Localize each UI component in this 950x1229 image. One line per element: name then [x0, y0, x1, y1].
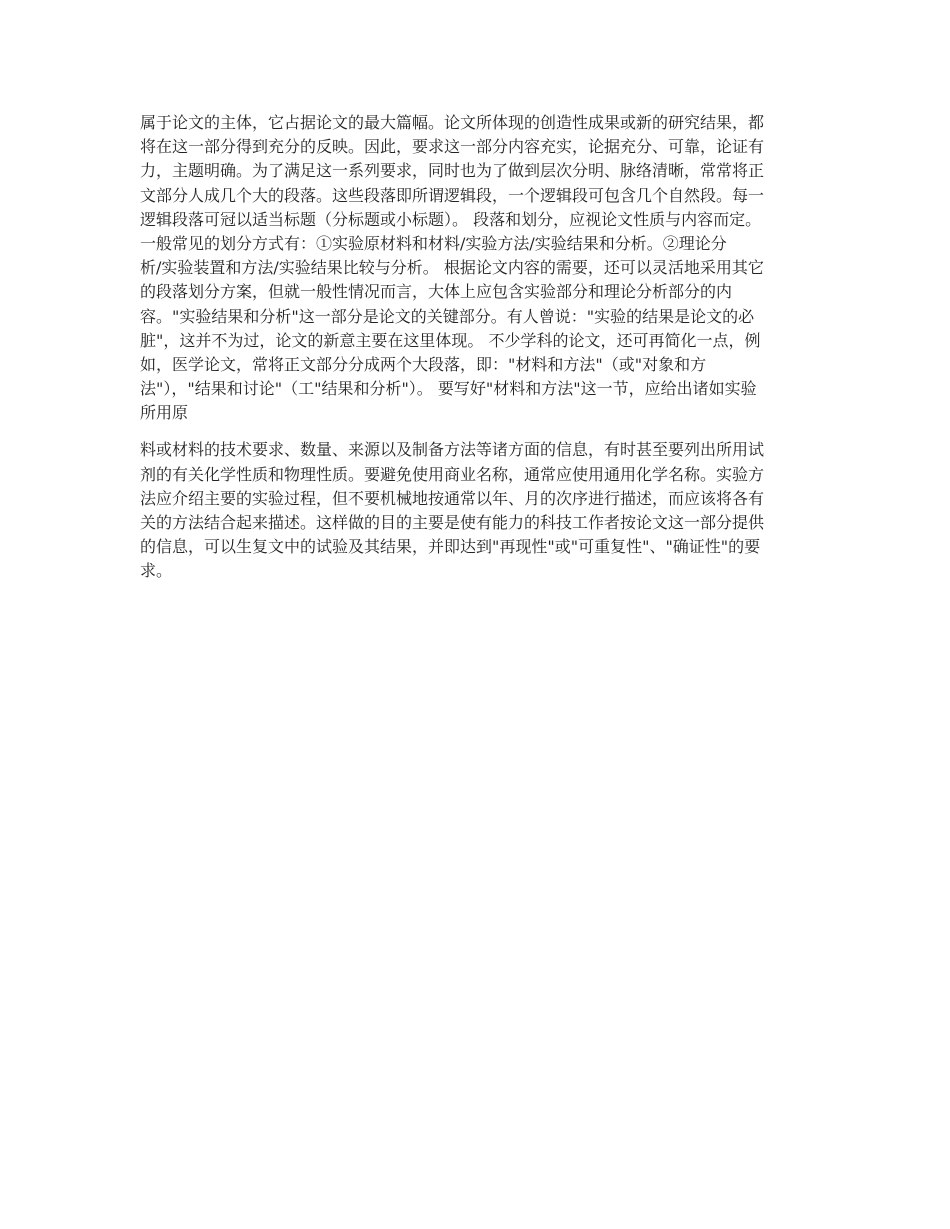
text-line: 一般常见的划分方式有：①实验原材料和材料/实验方法/实验结果和分析。②理论分: [140, 233, 727, 253]
text-line: 的段落划分方案，但就一般性情况而言，大体上应包含实验部分和理论分析部分的内: [140, 282, 733, 302]
text-line: 所用原: [140, 403, 189, 423]
text-line: 法应介绍主要的实验过程，但不要机械地按通常以年、月的次序进行描述，而应该将各有: [140, 488, 765, 508]
text-line: 析/实验装置和方法/实验结果比较与分析。 根据论文内容的需要，还可以灵活地采用其它: [140, 258, 764, 278]
text-line: 的信息，可以生复文中的试验及其结果，并即达到"再现性"或"可重复性"、"确证性"的要: [140, 537, 761, 557]
text-line: 容。"实验结果和分析"这一部分是论文的关键部分。有人曾说："实验的结果是论文的必: [140, 306, 755, 326]
text-line: 文部分人成几个大的段落。这些段落即所谓逻辑段，一个逻辑段可包含几个自然段。每一: [140, 185, 765, 205]
paragraph-1: [140, 111, 810, 425]
text-line: 求。: [140, 561, 173, 581]
text-line: 将在这一部分得到充分的反映。因此，要求这一部分内容充实，论据充分、可靠，论证有: [140, 137, 765, 157]
text-line: 逻辑段落可冠以适当标题（分标题或小标题）。 段落和划分，应视论文性质与内容而定。: [140, 209, 762, 229]
text-line: 料或材料的技术要求、数量、来源以及制备方法等诸方面的信息，有时甚至要列出所用试: [140, 440, 765, 460]
document-body: [140, 111, 810, 584]
text-line: 属于论文的主体，它占据论文的最大篇幅。论文所体现的创造性成果或新的研究结果，都: [140, 113, 765, 132]
text-line: 关的方法结合起来描述。这样做的目的主要是使有能力的科技工作者按论文这一部分提供: [140, 513, 765, 532]
text-line: 脏"，这并不为过，论文的新意主要在这里体现。 不少学科的论文，还可再简化一点，例: [140, 330, 761, 350]
paragraph-2: [140, 438, 810, 583]
text-line: 法"），"结果和讨论"（工"结果和分析"）。 要写好"材料和方法"这一节，应给出诸如实验: [140, 379, 757, 399]
text-line: 剂的有关化学性质和物理性质。要避免使用商业名称，通常应使用通用化学名称。实验方: [140, 464, 765, 484]
text-line: 力，主题明确。为了满足这一系列要求，同时也为了做到层次分明、脉络清晰，常常将正: [140, 161, 765, 181]
text-line: 如，医学论文，常将正文部分分成两个大段落，即："材料和方法"（或"对象和方: [140, 354, 707, 374]
